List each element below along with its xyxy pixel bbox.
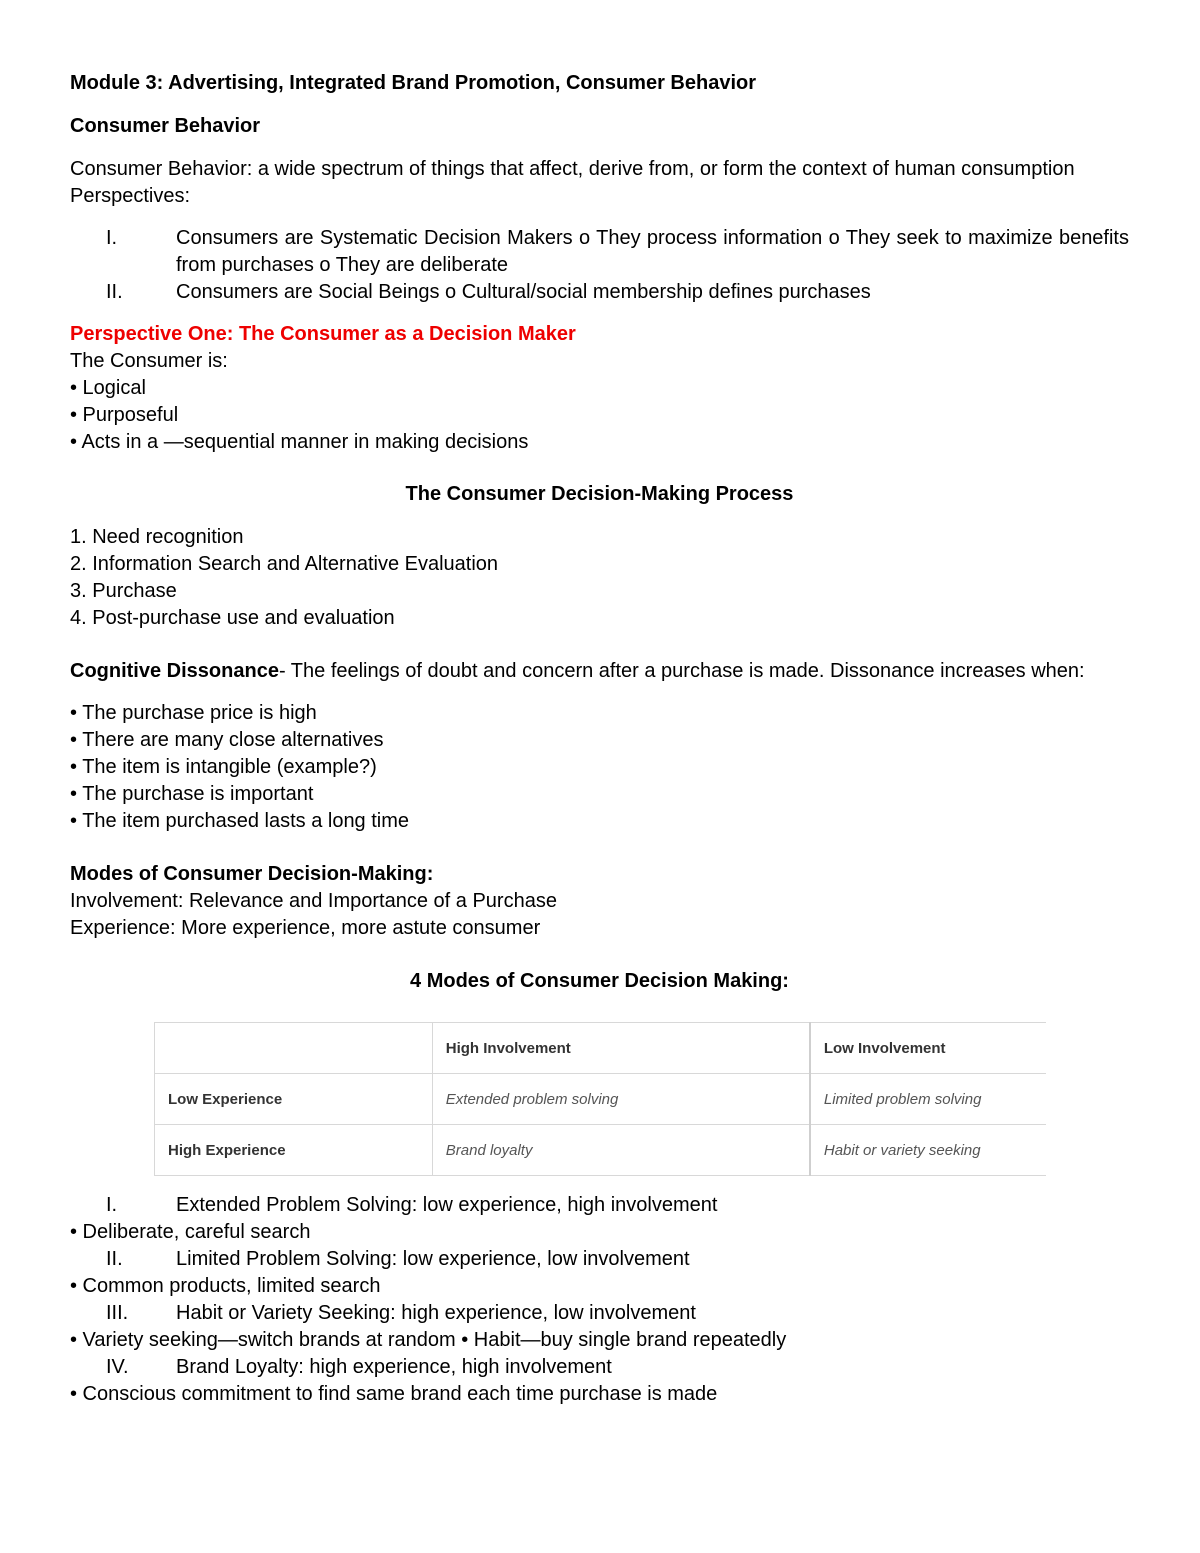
dissonance-bullets <box>70 700 1129 835</box>
list-text: Limited Problem Solving: low experience, low involvement <box>176 1248 690 1270</box>
list-number: III. <box>106 1302 129 1324</box>
mode-detail-item <box>70 1192 1129 1219</box>
table-cell: Brand loyalty <box>432 1125 810 1176</box>
bullet-item: • Logical <box>70 377 146 399</box>
table-cell: Extended problem solving <box>432 1074 810 1125</box>
consumer-behavior-heading: Consumer Behavior <box>70 115 261 137</box>
perspectives-label: Perspectives: <box>70 185 191 207</box>
cognitive-dissonance-term: Cognitive Dissonance <box>70 660 279 682</box>
bullet-item: • Common products, limited search <box>70 1275 381 1297</box>
mode-detail-item <box>70 1354 1129 1381</box>
table-row-label: Low Experience <box>155 1074 433 1125</box>
table-header-cell: High Involvement <box>432 1023 810 1074</box>
table-row-label: High Experience <box>155 1125 433 1176</box>
mode-details-list <box>70 1192 1129 1408</box>
list-item: 2. Information Search and Alternative Evaluation <box>70 553 499 575</box>
perspective-item <box>70 279 1129 306</box>
list-number: II. <box>106 281 123 303</box>
list-text: Brand Loyalty: high experience, high involvement <box>176 1356 612 1378</box>
perspective-one-intro: The Consumer is: <box>70 350 228 372</box>
document-page <box>70 70 1129 1408</box>
table-header-row <box>155 1023 1047 1074</box>
list-text: Consumers are Systematic Decision Makers o They process information o They seek to maximize benefits from purchases o They are deliberate <box>176 227 1129 276</box>
list-number: II. <box>106 1248 123 1270</box>
bullet-item: • The purchase is important <box>70 783 314 805</box>
list-item: 1. Need recognition <box>70 526 244 548</box>
table-header-cell <box>155 1023 433 1074</box>
list-item: 3. Purchase <box>70 580 177 602</box>
bullet-item: • Purposeful <box>70 404 179 426</box>
bullet-item: • The item is intangible (example?) <box>70 756 377 778</box>
list-text: Habit or Variety Seeking: high experience, low involvement <box>176 1302 696 1324</box>
mode-detail-item <box>70 1300 1129 1327</box>
list-number: IV. <box>106 1356 129 1378</box>
bullet-item: • The item purchased lasts a long time <box>70 810 410 832</box>
cognitive-dissonance-definition: - The feelings of doubt and concern after a purchase is made. Dissonance increases when: <box>278 660 1085 682</box>
list-number: I. <box>106 227 118 249</box>
document-title: Module 3: Advertising, Integrated Brand Promotion, Consumer Behavior <box>70 72 757 94</box>
perspective-item <box>70 225 1129 279</box>
bullet-item: • The purchase price is high <box>70 702 317 724</box>
four-modes-heading: 4 Modes of Consumer Decision Making: <box>410 970 789 992</box>
bullet-item: • There are many close alternatives <box>70 729 384 751</box>
modes-heading: Modes of Consumer Decision-Making: <box>70 863 434 885</box>
decision-process-heading: The Consumer Decision-Making Process <box>405 483 794 505</box>
decision-steps-list <box>70 524 1129 632</box>
perspectives-list <box>70 225 1129 306</box>
bullet-item: • Variety seeking—switch brands at random • Habit—buy single brand repeatedly <box>70 1329 787 1351</box>
table-cell: Limited problem solving <box>810 1074 1046 1125</box>
list-item: 4. Post-purchase use and evaluation <box>70 607 395 629</box>
list-number: I. <box>106 1194 118 1216</box>
involvement-definition: Involvement: Relevance and Importance of a Purchase <box>70 890 557 912</box>
perspective-one-heading: Perspective One: The Consumer as a Decision Maker <box>70 323 576 345</box>
bullet-item: • Conscious commitment to find same brand each time purchase is made <box>70 1383 718 1405</box>
table-header-cell: Low Involvement <box>810 1023 1046 1074</box>
list-text: Consumers are Social Beings o Cultural/social membership defines purchases <box>176 281 871 303</box>
cognitive-dissonance-paragraph <box>70 658 1129 685</box>
experience-definition: Experience: More experience, more astute consumer <box>70 917 541 939</box>
decision-modes-table <box>154 1022 1046 1176</box>
bullet-item: • Deliberate, careful search <box>70 1221 311 1243</box>
mode-detail-item <box>70 1246 1129 1273</box>
table-cell: Habit or variety seeking <box>810 1125 1046 1176</box>
consumer-behavior-definition: Consumer Behavior: a wide spectrum of things that affect, derive from, or form the context of human consumption <box>70 158 1075 180</box>
bullet-item: • Acts in a ―sequential manner in making decisions <box>70 431 529 453</box>
table-row <box>155 1125 1047 1176</box>
table-row <box>155 1074 1047 1125</box>
list-text: Extended Problem Solving: low experience, high involvement <box>176 1194 718 1216</box>
